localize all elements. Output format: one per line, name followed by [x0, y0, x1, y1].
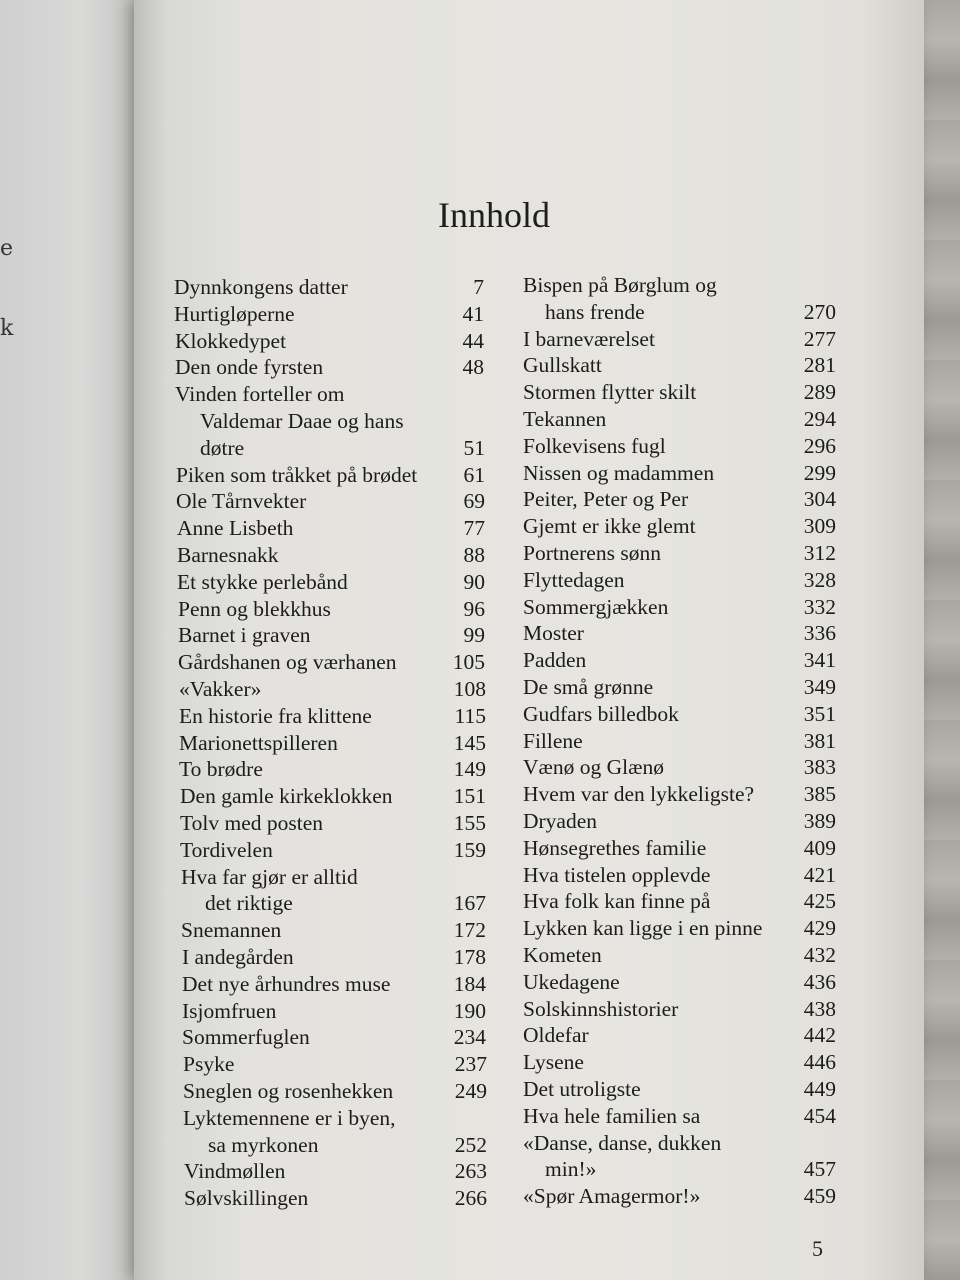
toc-entry-title: Tolv med posten	[180, 811, 324, 835]
left-page	[0, 0, 150, 1280]
toc-entry-title: døtre	[200, 435, 245, 460]
toc-entry-page: 432	[803, 943, 836, 967]
toc-entry-page: 159	[453, 837, 486, 862]
toc-entry-title: det riktige	[205, 891, 293, 916]
toc-entry-title: Hvem var den lykkeligste?	[523, 782, 755, 807]
toc-entry-title: Hva far gjør er alltid	[181, 864, 358, 889]
toc-entry-title: Vinden forteller om	[175, 382, 345, 407]
toc-entry-title: Bispen på Børglum og	[523, 273, 717, 297]
toc-entry-page: 336	[803, 621, 836, 646]
toc-entry-title: Moster	[523, 621, 584, 646]
toc-entry-page: 99	[463, 623, 485, 648]
toc-entry-page: 312	[803, 541, 836, 565]
toc-entry-page: 442	[803, 1023, 836, 1048]
toc-entry-title: Lysene	[523, 1050, 584, 1075]
toc-entry-page: 190	[453, 998, 486, 1023]
toc-entry-title: Gårdshanen og værhanen	[178, 650, 397, 675]
toc-entry-title: Dynnkongens datter	[174, 275, 348, 299]
toc-entry-title: Sommerfuglen	[182, 1025, 310, 1050]
toc-entry-page: 389	[803, 809, 836, 833]
toc-entry-page: 381	[803, 728, 836, 753]
toc-entry-title: Peiter, Peter og Per	[523, 487, 689, 512]
toc-entry-title: Folkevisens fugl	[523, 433, 666, 458]
toc-entry-page: 105	[452, 650, 485, 675]
toc-entry-page: 51	[463, 435, 485, 460]
toc-entry-title: sa myrkonen	[208, 1132, 319, 1157]
toc-entry-title: Det nye århundres muse	[182, 971, 391, 996]
toc-entry-page: 167	[453, 891, 486, 916]
toc-entry-page: 234	[453, 1025, 486, 1050]
toc-entry-title: Hurtigløperne	[174, 301, 295, 326]
page-number: 5	[812, 1236, 823, 1261]
toc-entry-page: 281	[803, 353, 836, 378]
toc-entry-title: Barnet i graven	[178, 623, 311, 648]
page-title: Innhold	[438, 195, 550, 235]
toc-entry-page: 184	[453, 971, 486, 996]
toc-entry-title: Dryaden	[523, 809, 598, 833]
toc-entry-page: 446	[803, 1050, 836, 1075]
toc-entry-page: 332	[803, 594, 836, 619]
toc-entry-title: Psyke	[183, 1052, 235, 1077]
toc-entry-page: 289	[803, 380, 836, 405]
toc-entry-title: Gjemt er ikke glemt	[523, 514, 696, 539]
toc-entry-title: Et stykke perlebånd	[177, 569, 348, 594]
toc-entry-title: Lyktemennene er i byen,	[183, 1105, 396, 1130]
toc-entry-title: «Spør Amagermor!»	[523, 1184, 701, 1209]
toc-entry-title: Hva folk kan finne på	[523, 889, 711, 914]
toc-entry-title: Snemannen	[181, 918, 282, 943]
toc-entry-page: 383	[803, 755, 836, 780]
toc-entry-page: 294	[803, 407, 836, 431]
toc-entry-title: Stormen flytter skilt	[523, 380, 697, 405]
toc-entry-title: Sneglen og rosenhekken	[183, 1079, 394, 1103]
toc-entry-page: 459	[803, 1184, 836, 1209]
toc-entry-page: 108	[453, 677, 486, 701]
toc-entry-title: Marionettspilleren	[179, 730, 338, 755]
toc-entry-title: Ole Tårnvekter	[176, 489, 307, 514]
toc-entry-page: 149	[453, 757, 486, 782]
toc-entry-page: 296	[803, 433, 836, 458]
toc-entry-title: Padden	[523, 648, 587, 673]
toc-entry-page: 421	[803, 862, 836, 887]
toc-entry-title: Hønsegrethes familie	[523, 835, 707, 860]
toc-entry-page: 438	[803, 996, 836, 1021]
toc-entry-title: Sommergjækken	[523, 594, 669, 619]
toc-entry-page: 90	[463, 569, 485, 594]
toc-entry-title: Sølvskillingen	[184, 1186, 309, 1211]
toc-entry-page: 449	[803, 1077, 836, 1101]
toc-entry-title: Den onde fyrsten	[175, 355, 324, 380]
toc-entry-page: 457	[803, 1157, 836, 1182]
toc-entry-page: 436	[803, 969, 836, 994]
toc-entry-page: 266	[454, 1186, 487, 1211]
toc-entry-page: 304	[803, 487, 836, 512]
toc-entry-title: Ukedagene	[523, 969, 620, 994]
toc-entry-title: Anne Lisbeth	[177, 516, 294, 541]
toc-entry-page: 351	[803, 701, 836, 726]
toc-entry-title: I andegården	[182, 945, 294, 969]
toc-entry-title: Isjomfruen	[182, 998, 277, 1023]
toc-entry-title: Penn og blekkhus	[178, 596, 331, 621]
left-page-fragment: k	[0, 316, 14, 341]
toc-entry-page: 270	[803, 299, 836, 324]
toc-entry-title: Hva tistelen opplevde	[523, 862, 711, 887]
toc-entry-title: «Danse, danse, dukken	[523, 1130, 722, 1155]
toc-entry-page: 277	[803, 326, 836, 351]
toc-entry-page: 96	[463, 596, 485, 621]
toc-entry-page: 349	[803, 675, 836, 699]
toc-entry-title: Gudfars billedbok	[523, 701, 679, 726]
toc-entry-page: 44	[462, 328, 484, 353]
toc-entry-title: hans frende	[545, 299, 645, 324]
toc-entry-title: Portnerens sønn	[523, 541, 661, 565]
toc-entry-title: To brødre	[179, 757, 263, 782]
toc-entry-title: Vindmøllen	[184, 1159, 286, 1184]
toc-entry-title: De små grønne	[523, 675, 654, 699]
toc-entry-page: 263	[454, 1159, 487, 1184]
toc-entry-page: 252	[454, 1132, 487, 1157]
toc-entry-title: Nissen og madammen	[523, 460, 715, 485]
toc-entry-title: Den gamle kirkeklokken	[180, 784, 393, 809]
toc-entry-title: Tekannen	[523, 407, 607, 431]
toc-entry-page: 341	[803, 648, 836, 673]
toc-entry-page: 151	[453, 784, 486, 809]
toc-entry-title: Oldefar	[523, 1023, 589, 1048]
toc-entry-page: 328	[803, 567, 836, 592]
toc-entry-page: 249	[454, 1079, 487, 1103]
toc-entry-title: I barneværelset	[523, 326, 655, 351]
left-page-fragment: e	[0, 236, 14, 261]
toc-entry-title: Solskinnshistorier	[523, 996, 679, 1021]
toc-entry-title: Piken som tråkket på brødet	[176, 462, 418, 487]
toc-entry-page: 7	[473, 275, 484, 299]
toc-entry-title: Kometen	[523, 943, 602, 967]
toc-entry-page: 172	[453, 918, 486, 943]
toc-entry-title: Flyttedagen	[523, 567, 625, 592]
toc-entry-page: 409	[803, 835, 836, 860]
toc-entry-title: Valdemar Daae og hans	[200, 409, 404, 433]
toc-entry-page: 69	[463, 489, 485, 514]
toc-entry-title: Hva hele familien sa	[523, 1103, 701, 1128]
toc-entry-title: En historie fra klittene	[179, 703, 372, 728]
toc-entry-page: 385	[803, 782, 836, 807]
toc-entry-title: Barnesnakk	[177, 543, 279, 567]
toc-entry-page: 145	[453, 730, 486, 755]
toc-entry-title: Lykken kan ligge i en pinne	[523, 916, 763, 941]
toc-entry-page: 454	[803, 1103, 836, 1128]
toc-entry-page: 237	[454, 1052, 487, 1077]
toc-entry-page: 61	[463, 462, 485, 487]
toc-entry-page: 48	[462, 355, 484, 380]
toc-entry-page: 155	[453, 811, 486, 835]
toc-entry-page: 88	[463, 543, 485, 567]
toc-entry-page: 425	[803, 889, 836, 914]
toc-entry-title: Klokkedypet	[175, 328, 287, 353]
toc-entry-title: Tordivelen	[180, 837, 273, 862]
toc-entry-title: min!»	[545, 1157, 597, 1182]
toc-entry-page: 178	[453, 945, 486, 969]
toc-entry-title: Gullskatt	[523, 353, 602, 378]
toc-entry-title: Vænø og Glænø	[523, 755, 664, 780]
toc-entry-title: Det utroligste	[523, 1077, 641, 1101]
toc-entry-title: «Vakker»	[179, 677, 262, 701]
toc-entry-title: Fillene	[523, 728, 583, 753]
toc-entry-page: 299	[803, 460, 836, 485]
toc-entry-page: 429	[803, 916, 836, 941]
toc-entry-page: 309	[803, 514, 836, 539]
toc-entry-page: 115	[454, 703, 486, 728]
toc-entry-page: 77	[463, 516, 485, 541]
toc-entry-page: 41	[462, 301, 484, 326]
